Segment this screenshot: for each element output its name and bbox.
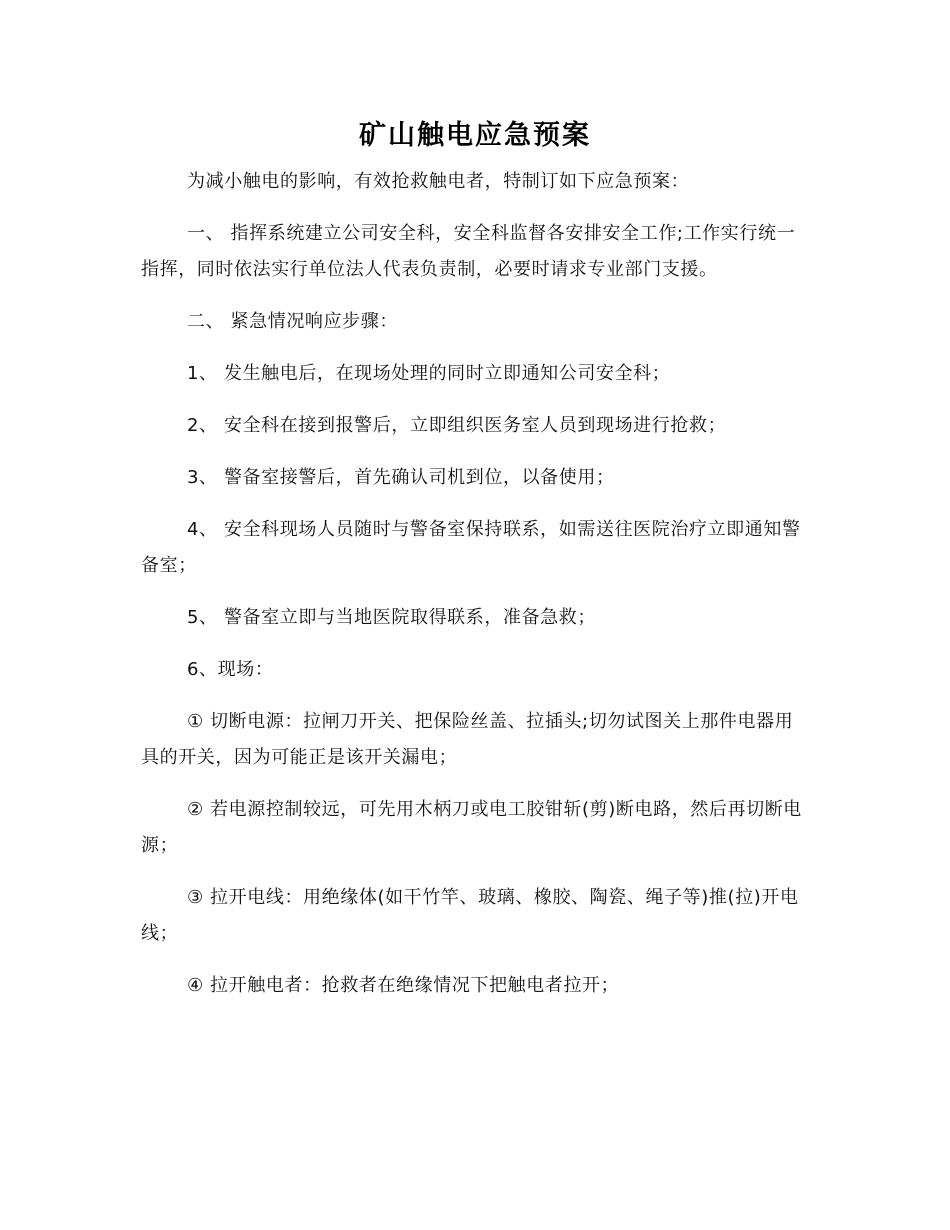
paragraph-intro: 为减小触电的影响，有效抢救触电者，特制订如下应急预案： [187,171,690,192]
paragraph-pull-wire: ③ 拉开电线：用绝缘体(如干竹竿、玻璃、橡胶、陶瓷、绳子等)推(拉)开电线； [141,887,799,944]
paragraph-command-system: 一、 指挥系统建立公司安全科，安全科监督各安排安全工作;工作实行统一指挥，同时依法实行单位法人代表负责制，必要时请求专业部门支援。 [141,223,796,280]
paragraph-step-3: 3、 警备室接警后，首先确认司机到位，以备使用； [187,467,615,488]
paragraph-response-steps-heading: 二、 紧急情况响应步骤： [187,311,398,332]
paragraph-step-2: 2、 安全科在接到报警后，立即组织医务室人员到现场进行抢救； [187,415,727,436]
document-title: 矿山触电应急预案 [359,120,591,151]
paragraph-step-6-heading: 6、现场： [187,659,274,680]
paragraph-step-1: 1、 发生触电后，在现场处理的同时立即通知公司安全科； [187,363,671,384]
document-body [141,164,806,1020]
paragraph-pull-victim: ④ 拉开触电者：抢救者在绝缘情况下把触电者拉开； [187,975,620,996]
paragraph-remote-power: ② 若电源控制较远，可先用木柄刀或电工胶钳斩(剪)断电路，然后再切断电源； [141,799,802,856]
paragraph-cut-power: ① 切断电源：拉闸刀开关、把保险丝盖、拉插头;切勿试图关上那件电器用具的开关，因为可能正是该开关漏电； [141,711,794,768]
paragraph-step-5: 5、 警备室立即与当地医院取得联系，准备急救； [187,607,596,628]
paragraph-step-4: 4、 安全科现场人员随时与警备室保持联系，如需送往医院治疗立即通知警备室； [141,519,801,576]
